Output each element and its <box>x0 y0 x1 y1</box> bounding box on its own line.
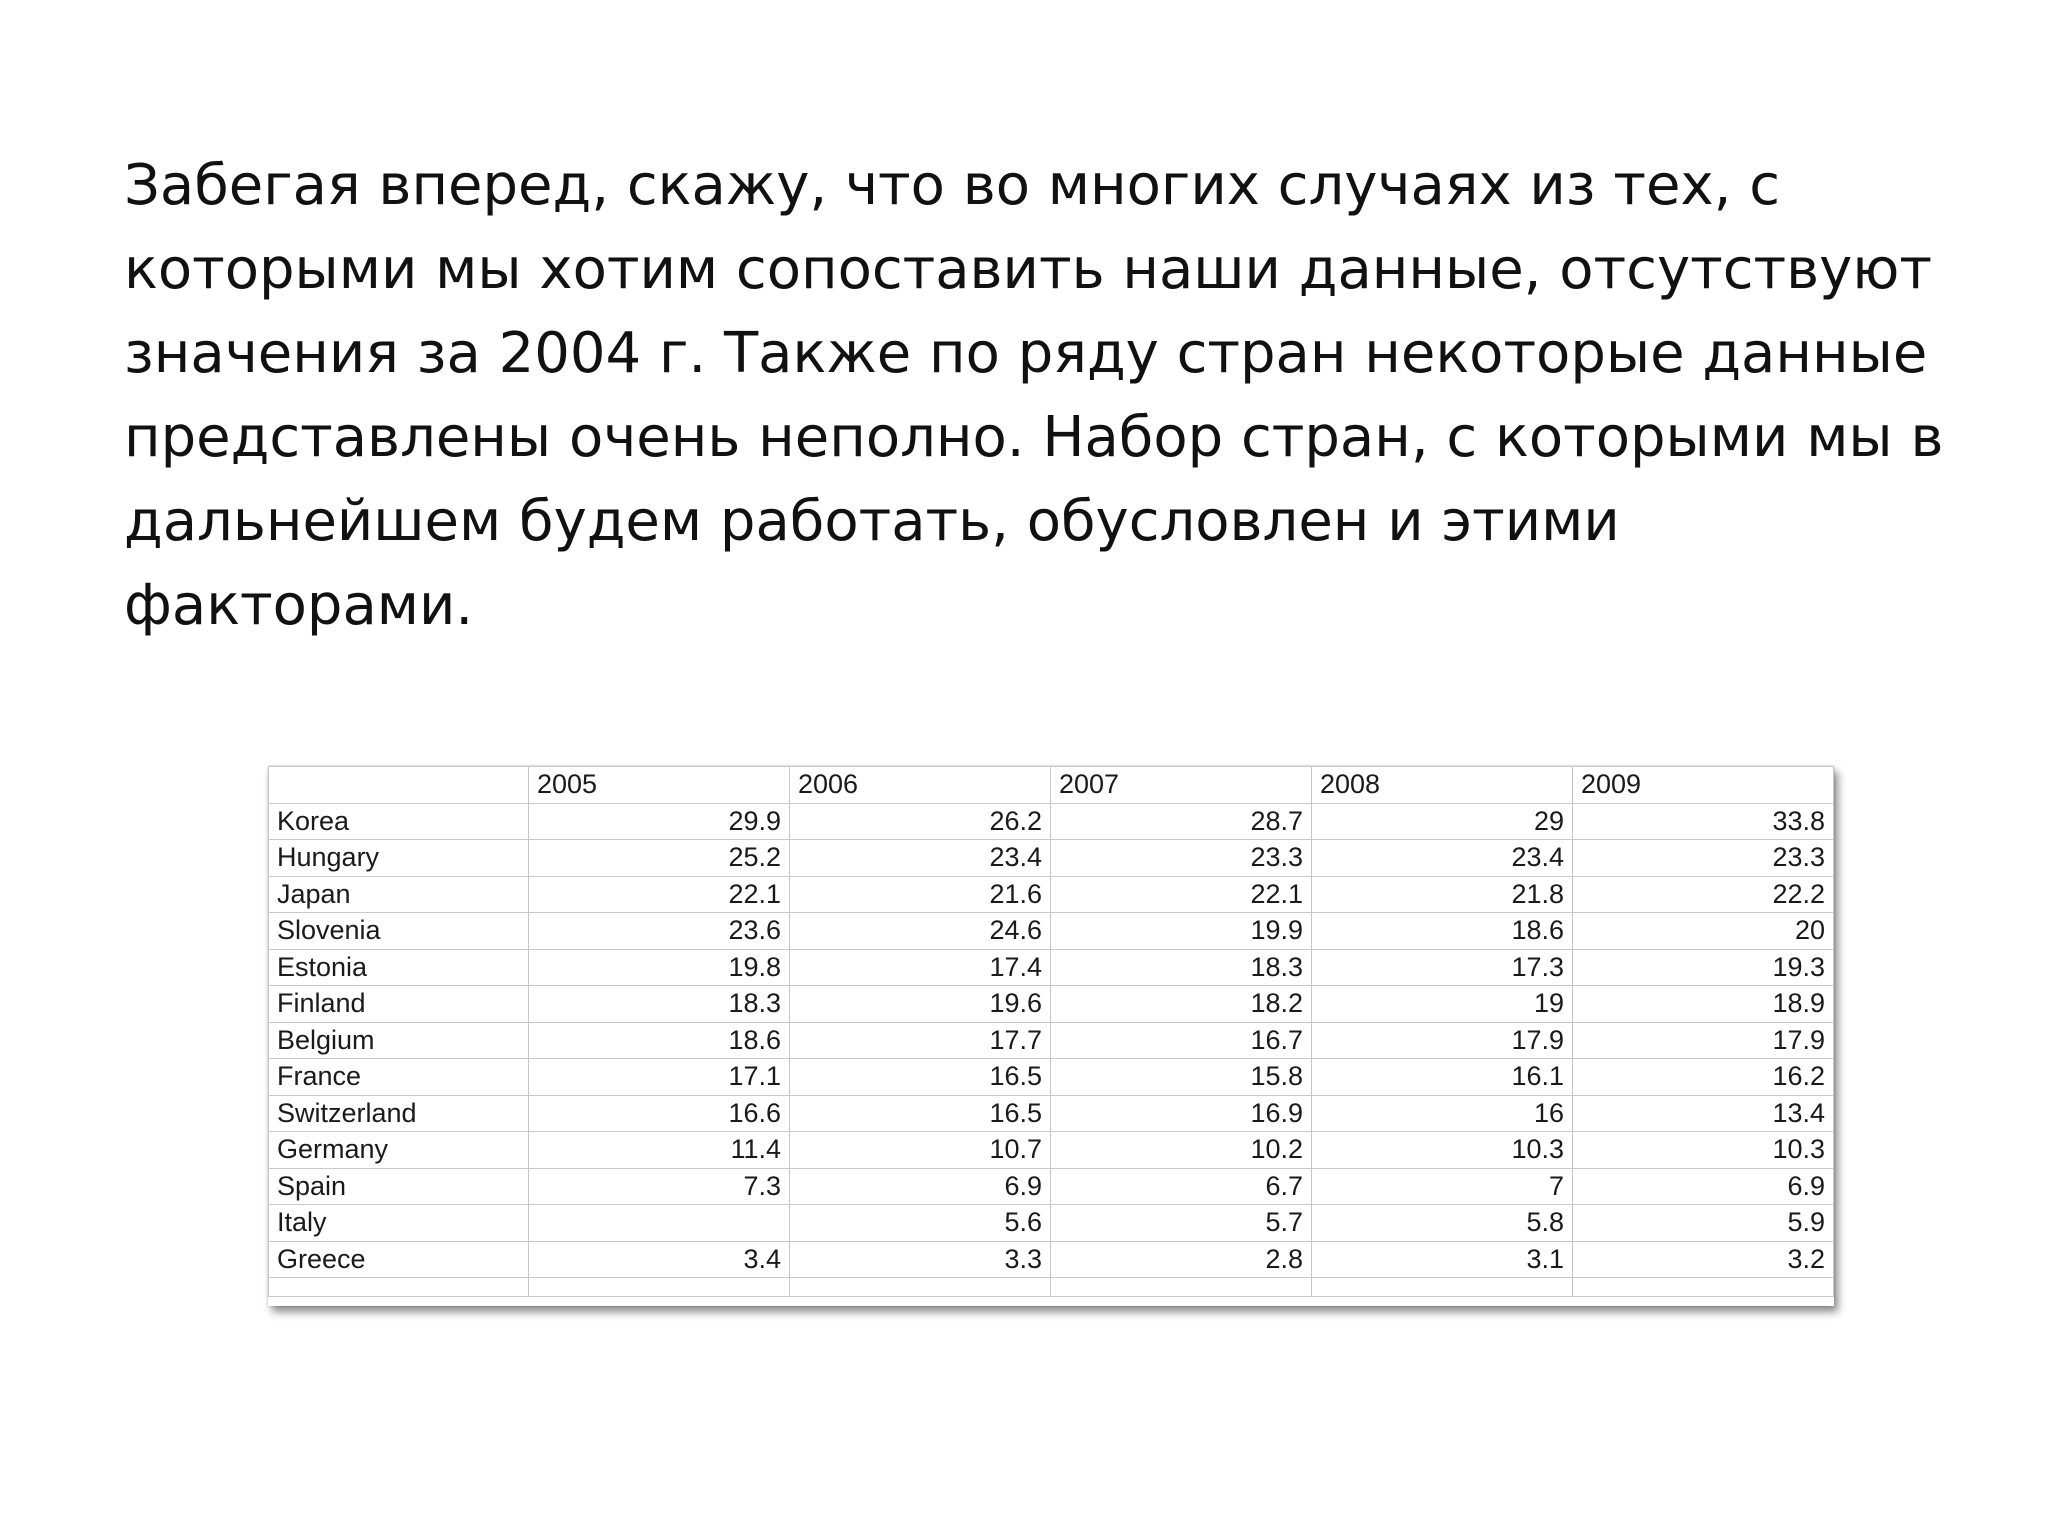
value-cell: 24.6 <box>790 913 1051 950</box>
value-cell: 26.2 <box>790 803 1051 840</box>
empty-cell <box>1573 1278 1834 1297</box>
value-cell: 19.9 <box>1051 913 1312 950</box>
value-cell: 19.6 <box>790 986 1051 1023</box>
value-cell: 3.1 <box>1312 1241 1573 1278</box>
header-cell: 2008 <box>1312 767 1573 804</box>
value-cell: 6.9 <box>790 1168 1051 1205</box>
value-cell: 6.9 <box>1573 1168 1834 1205</box>
slide-paragraph <box>124 144 1964 648</box>
paragraph-line: представлены очень неполно. Набор стран, с которыми мы в <box>124 405 1944 470</box>
value-cell: 3.4 <box>529 1241 790 1278</box>
value-cell: 23.4 <box>790 840 1051 877</box>
value-cell: 11.4 <box>529 1132 790 1169</box>
value-cell: 20 <box>1573 913 1834 950</box>
value-cell: 2.8 <box>1051 1241 1312 1278</box>
country-cell: Germany <box>269 1132 529 1169</box>
value-cell: 25.2 <box>529 840 790 877</box>
value-cell: 17.7 <box>790 1022 1051 1059</box>
paragraph-line: факторами. <box>124 573 474 638</box>
empty-cell <box>790 1278 1051 1297</box>
country-cell: Estonia <box>269 949 529 986</box>
paragraph-line: Забегая вперед, скажу, что во многих случаях из тех, с <box>124 153 1780 218</box>
table-row <box>269 803 1834 840</box>
header-cell: 2006 <box>790 767 1051 804</box>
table-body <box>269 803 1834 1297</box>
value-cell: 7 <box>1312 1168 1573 1205</box>
value-cell: 17.1 <box>529 1059 790 1096</box>
value-cell: 23.6 <box>529 913 790 950</box>
table-row <box>269 913 1834 950</box>
value-cell: 17.3 <box>1312 949 1573 986</box>
country-cell: Switzerland <box>269 1095 529 1132</box>
value-cell: 3.3 <box>790 1241 1051 1278</box>
header-cell: 2005 <box>529 767 790 804</box>
table-row <box>269 840 1834 877</box>
table-row <box>269 876 1834 913</box>
empty-cell <box>269 1278 529 1297</box>
value-cell: 5.6 <box>790 1205 1051 1242</box>
value-cell: 10.3 <box>1573 1132 1834 1169</box>
value-cell: 29 <box>1312 803 1573 840</box>
value-cell: 17.9 <box>1573 1022 1834 1059</box>
value-cell: 29.9 <box>529 803 790 840</box>
value-cell: 19.3 <box>1573 949 1834 986</box>
table-row <box>269 1095 1834 1132</box>
country-cell: Japan <box>269 876 529 913</box>
value-cell: 33.8 <box>1573 803 1834 840</box>
value-cell: 19.8 <box>529 949 790 986</box>
data-table-image <box>268 766 1834 1306</box>
table-row <box>269 986 1834 1023</box>
value-cell: 16.7 <box>1051 1022 1312 1059</box>
country-cell: Italy <box>269 1205 529 1242</box>
country-cell: Belgium <box>269 1022 529 1059</box>
header-cell <box>269 767 529 804</box>
table-row <box>269 949 1834 986</box>
table-row <box>269 1132 1834 1169</box>
value-cell: 22.2 <box>1573 876 1834 913</box>
value-cell: 10.2 <box>1051 1132 1312 1169</box>
value-cell: 10.3 <box>1312 1132 1573 1169</box>
value-cell: 23.3 <box>1573 840 1834 877</box>
empty-cell <box>1312 1278 1573 1297</box>
value-cell: 16.6 <box>529 1095 790 1132</box>
empty-cell <box>1051 1278 1312 1297</box>
value-cell: 21.8 <box>1312 876 1573 913</box>
country-cell: Korea <box>269 803 529 840</box>
header-cell: 2007 <box>1051 767 1312 804</box>
country-cell: Slovenia <box>269 913 529 950</box>
data-table <box>268 766 1834 1297</box>
value-cell: 5.8 <box>1312 1205 1573 1242</box>
value-cell: 22.1 <box>1051 876 1312 913</box>
country-cell: Hungary <box>269 840 529 877</box>
paragraph-line: которыми мы хотим сопоставить наши данные, отсутствуют <box>124 237 1933 302</box>
country-cell: Finland <box>269 986 529 1023</box>
value-cell: 10.7 <box>790 1132 1051 1169</box>
value-cell: 18.6 <box>1312 913 1573 950</box>
table-header-row <box>269 767 1834 804</box>
value-cell: 28.7 <box>1051 803 1312 840</box>
paragraph-line: значения за 2004 г. Также по ряду стран некоторые данные <box>124 321 1928 386</box>
value-cell: 16.2 <box>1573 1059 1834 1096</box>
country-cell: Greece <box>269 1241 529 1278</box>
value-cell: 16.9 <box>1051 1095 1312 1132</box>
value-cell <box>529 1205 790 1242</box>
value-cell: 21.6 <box>790 876 1051 913</box>
value-cell: 15.8 <box>1051 1059 1312 1096</box>
value-cell: 17.9 <box>1312 1022 1573 1059</box>
value-cell: 5.9 <box>1573 1205 1834 1242</box>
value-cell: 18.6 <box>529 1022 790 1059</box>
value-cell: 6.7 <box>1051 1168 1312 1205</box>
header-cell: 2009 <box>1573 767 1834 804</box>
empty-cell <box>529 1278 790 1297</box>
table-row <box>269 1168 1834 1205</box>
paragraph-line: дальнейшем будем работать, обусловлен и этими <box>124 489 1620 554</box>
value-cell: 16.1 <box>1312 1059 1573 1096</box>
value-cell: 23.3 <box>1051 840 1312 877</box>
value-cell: 7.3 <box>529 1168 790 1205</box>
value-cell: 16.5 <box>790 1059 1051 1096</box>
value-cell: 16 <box>1312 1095 1573 1132</box>
value-cell: 23.4 <box>1312 840 1573 877</box>
value-cell: 18.2 <box>1051 986 1312 1023</box>
value-cell: 18.3 <box>529 986 790 1023</box>
value-cell: 18.9 <box>1573 986 1834 1023</box>
value-cell: 16.5 <box>790 1095 1051 1132</box>
value-cell: 19 <box>1312 986 1573 1023</box>
table-row <box>269 1205 1834 1242</box>
empty-row <box>269 1278 1834 1297</box>
value-cell: 18.3 <box>1051 949 1312 986</box>
value-cell: 3.2 <box>1573 1241 1834 1278</box>
value-cell: 5.7 <box>1051 1205 1312 1242</box>
table-row <box>269 1059 1834 1096</box>
value-cell: 13.4 <box>1573 1095 1834 1132</box>
value-cell: 17.4 <box>790 949 1051 986</box>
country-cell: Spain <box>269 1168 529 1205</box>
table-row <box>269 1241 1834 1278</box>
value-cell: 22.1 <box>529 876 790 913</box>
table-row <box>269 1022 1834 1059</box>
country-cell: France <box>269 1059 529 1096</box>
